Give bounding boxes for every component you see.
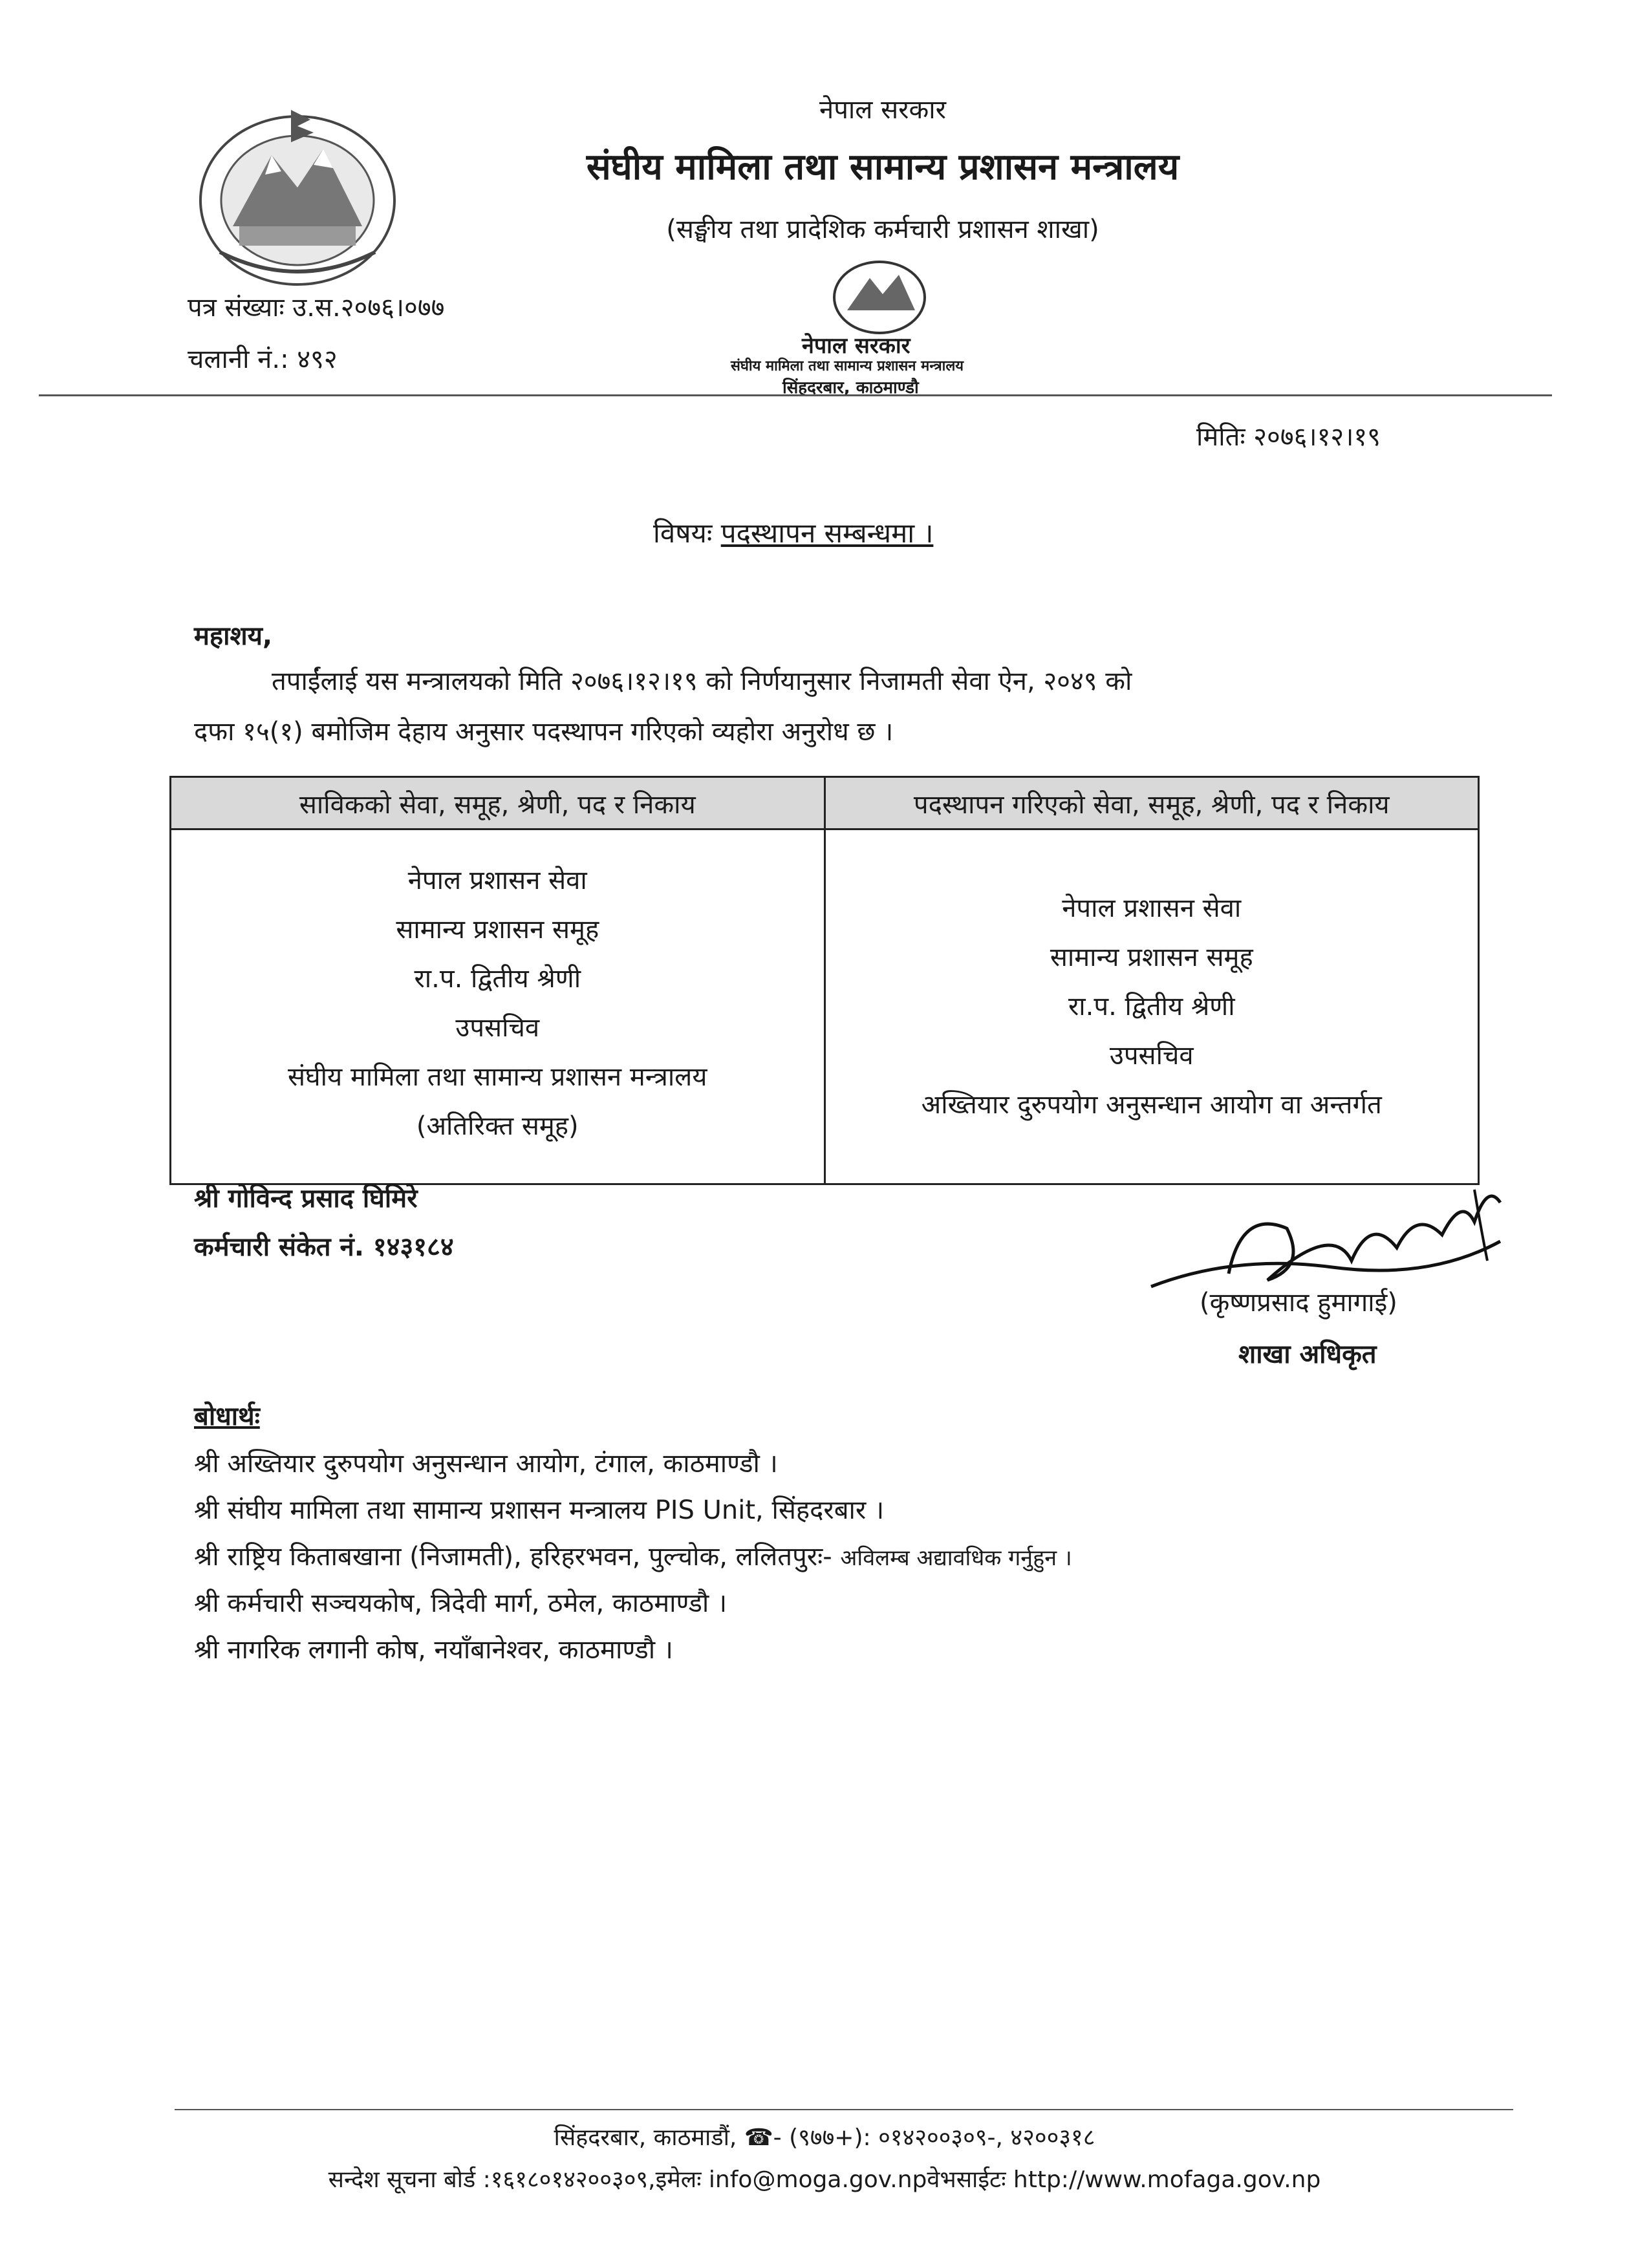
dispatch-number: चलानी नं.: ४९२ [188,345,338,374]
stamp-line3: सिंहदरबार, काठमाण्डौ [782,378,919,398]
subject-line [653,514,933,551]
signatory-name: (कृष्णप्रसाद हुमागाई) [1200,1288,1397,1318]
cc-item-1: श्री अख्तियार दुरुपयोग अनुसन्धान आयोग, टंगाल, काठमाण्डौ । [194,1449,778,1479]
cc-item-3-note: अविलम्ब अद्यावधिक गर्नुहुन । [840,1545,1072,1571]
previous-group: सामान्य प्रशासन समूह [396,915,599,945]
previous-office-note: (अतिरिक्त समूह) [416,1111,579,1141]
header-divider [39,394,1552,396]
header-new: पदस्थापन गरिएको सेवा, समूह, श्रेणी, पद र निकाय [824,777,1479,829]
branch-name: (सङ्घीय तथा प्रादेशिक कर्मचारी प्रशासन शाखा) [666,215,1099,244]
body-line-1: तपाईंलाई यस मन्त्रालयको मिति २०७६।१२।१९ को निर्णयानुसार निजामती सेवा ऐन, २०४९ को [272,667,1132,696]
footer-divider [175,2109,1513,2110]
letter-date: मितिः २०७६।१२।१९ [1196,422,1381,452]
footer-contact: सन्देश सूचना बोर्ड :१६१८०१४२००३०९,इमेलः info@moga.gov.npवेभसाईटः http://www.mofaga.gov.np [328,2166,1321,2193]
stamp-line1: नेपाल सरकार [802,333,911,359]
employee-code: कर्मचारी संकेत नं. १४३१८४ [194,1232,454,1262]
subject-label: विषयः [653,517,713,549]
new-post: उपसचिव [1109,1041,1194,1071]
letter-number: पत्र संख्याः उ.स.२०७६।०७७ [188,293,445,323]
cc-item-2: श्री संघीय मामिला तथा सामान्य प्रशासन मन्त्रालय PIS Unit, सिंहदरबार । [194,1495,885,1525]
nepal-emblem-icon [194,97,401,291]
new-group: सामान्य प्रशासन समूह [1050,943,1253,972]
new-service: नेपाल प्रशासन सेवा [1062,893,1242,923]
addressee-name: श्री गोविन्द प्रसाद घिमिरे [194,1184,418,1214]
cc-item-4: श्री कर्मचारी सञ्चयकोष, त्रिदेवी मार्ग, ठमेल, काठमाण्डौ । [194,1589,727,1618]
cc-item-3-address: श्री राष्ट्रिय किताबखाना (निजामती), हरिहरभवन, पुल्चोक, ललितपुरः- [194,1542,832,1572]
stamp-line2: संघीय मामिला तथा सामान्य प्रशासन मन्त्रालय [731,358,964,374]
previous-office: संघीय मामिला तथा सामान्य प्रशासन मन्त्रालय [288,1062,707,1092]
office-stamp [718,259,1002,398]
ministry-name: संघीय मामिला तथा सामान्य प्रशासन मन्त्रालय [586,146,1180,188]
footer-address: सिंहदरबार, काठमाडौं, ☎- (९७७+): ०१४२००३०९-, ४२००३१८ [554,2124,1095,2151]
table-header-row [171,777,1479,829]
body-line-2: दफा १५(१) बमोजिम देहाय अनुसार पदस्थापन गरिएको व्यहोरा अनुरोध छ । [194,717,894,747]
previous-position-cell [171,829,825,1184]
new-office: अख्तियार दुरुपयोग अनुसन्धान आयोग वा अन्तर्गत [921,1090,1382,1120]
new-position-cell [824,829,1479,1184]
cc-item-3 [194,1534,1072,1581]
government-name: नेपाल सरकार [819,95,946,125]
new-class: रा.प. द्वितीय श्रेणी [1068,992,1235,1022]
placement-table [169,776,1480,1185]
signatory-designation: शाखा अधिकृत [1238,1340,1377,1369]
salutation: महाशय, [194,621,273,651]
subject-text: पदस्थापन सम्बन्धमा । [720,517,934,549]
previous-service: नेपाल प्रशासन सेवा [407,866,587,895]
cc-item-5: श्री नागरिक लगानी कोष, नयाँबानेश्वर, काठमाण्डौ । [194,1635,673,1665]
cc-title: बोधार्थः [194,1402,260,1431]
previous-post: उपसचिव [455,1013,540,1043]
table-row [171,829,1479,1184]
header-previous: साविकको सेवा, समूह, श्रेणी, पद र निकाय [171,777,825,829]
previous-class: रा.प. द्वितीय श्रेणी [414,964,581,994]
